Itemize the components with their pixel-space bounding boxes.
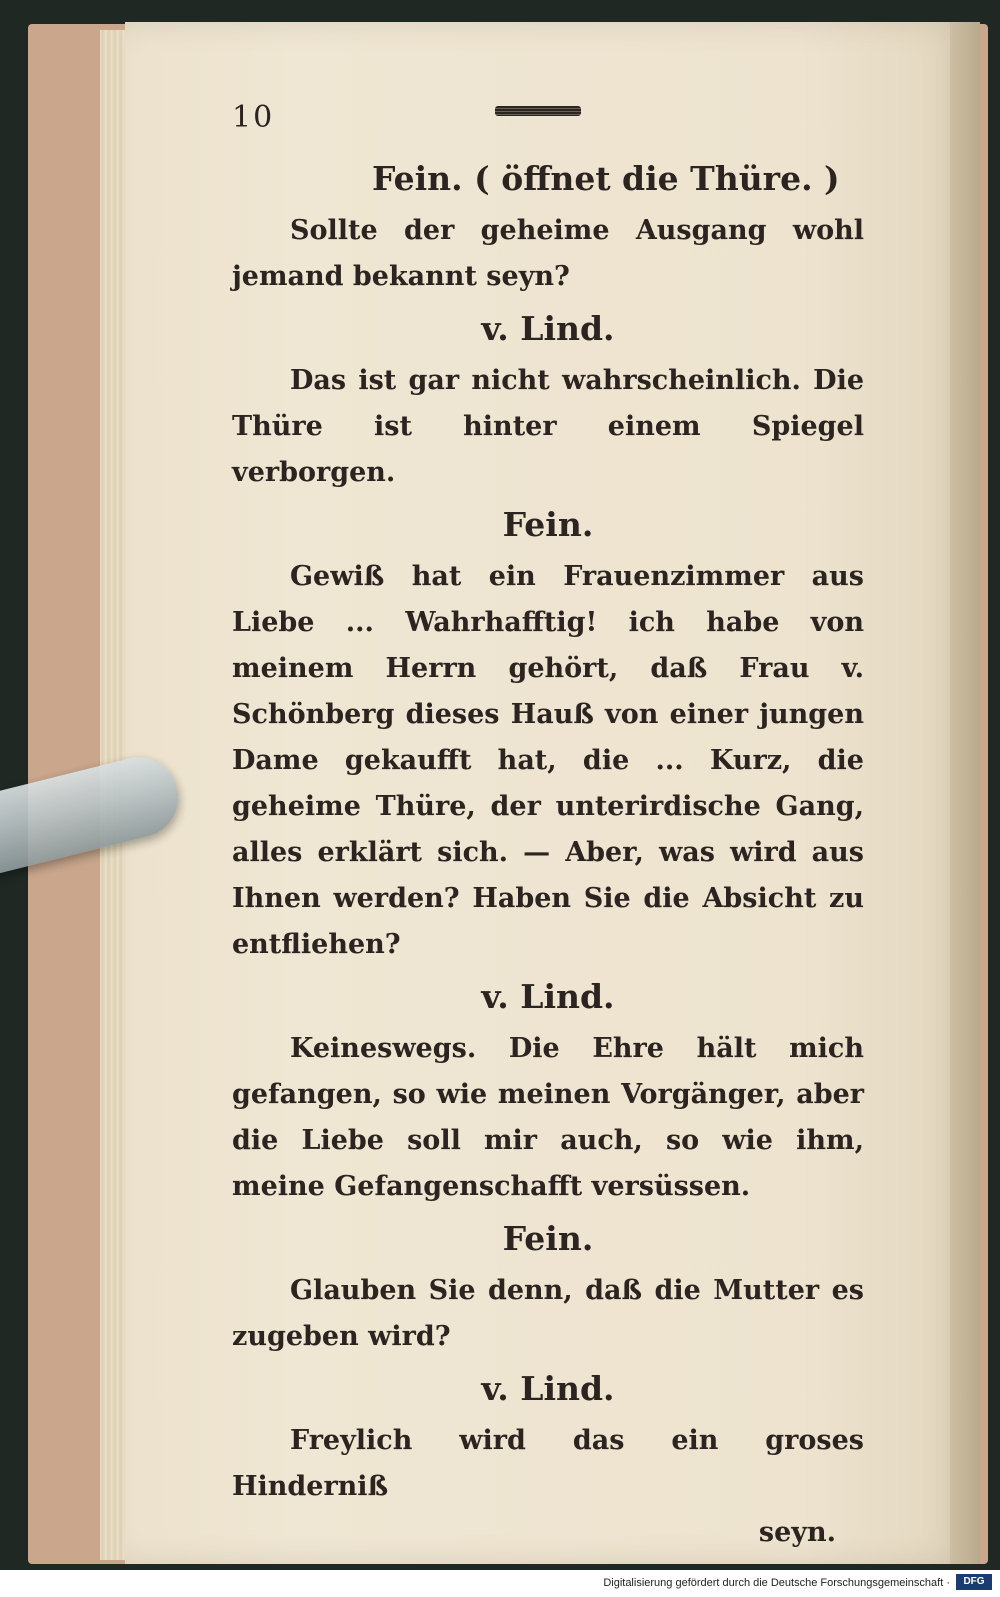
header-ornament xyxy=(495,106,581,116)
speech-text: Keineswegs. Die Ehre hält mich gefangen, so wie meinen Vorgänger, aber die Liebe soll mir auch, so wie ihm, meine Gefangenschafft versüssen. xyxy=(232,1033,864,1202)
dfg-logo: DFG xyxy=(956,1574,992,1590)
page-number: 10 xyxy=(232,100,275,135)
footer-credit: Digitalisierung gefördert durch die Deutsche Forschungsgemeinschaft · xyxy=(603,1577,950,1589)
page-right-edge xyxy=(950,22,980,1564)
speech-text: Das ist gar nicht wahrscheinlich. Die Thüre ist hinter einem Spiegel verborgen. xyxy=(232,365,864,488)
speech-text: Glauben Sie denn, daß die Mutter es zugeben wird? xyxy=(232,1275,864,1352)
speaker-heading: Fein. ( öffnet die Thüre. ) xyxy=(372,159,840,198)
speaker-heading: Fein. xyxy=(502,1219,594,1258)
speech-text: Gewiß hat ein Frauenzimmer aus Liebe ... Wahrhafftig! ich habe von meinem Herrn gehört, daß Frau v. Schönberg dieses Hauß von einer jungen Dame gekaufft hat, die ... Kurz, die geheime Thüre, der unterirdische Gang, alles erklärt sich. — Aber, was wird aus Ihnen werden? Haben Sie die Absicht zu entfliehen? xyxy=(232,561,864,960)
speech-text: Sollte der geheime Ausgang wohl jemand bekannt seyn? xyxy=(232,215,864,292)
speaker-heading: v. Lind. xyxy=(481,309,615,348)
page-text xyxy=(232,150,864,1556)
speaker-heading: v. Lind. xyxy=(481,977,615,1016)
speech-text: Freylich wird das ein groses Hinderniß xyxy=(232,1425,864,1502)
catchword: seyn. xyxy=(758,1517,836,1548)
speaker-heading: Fein. xyxy=(502,505,594,544)
speaker-heading: v. Lind. xyxy=(481,1369,615,1408)
